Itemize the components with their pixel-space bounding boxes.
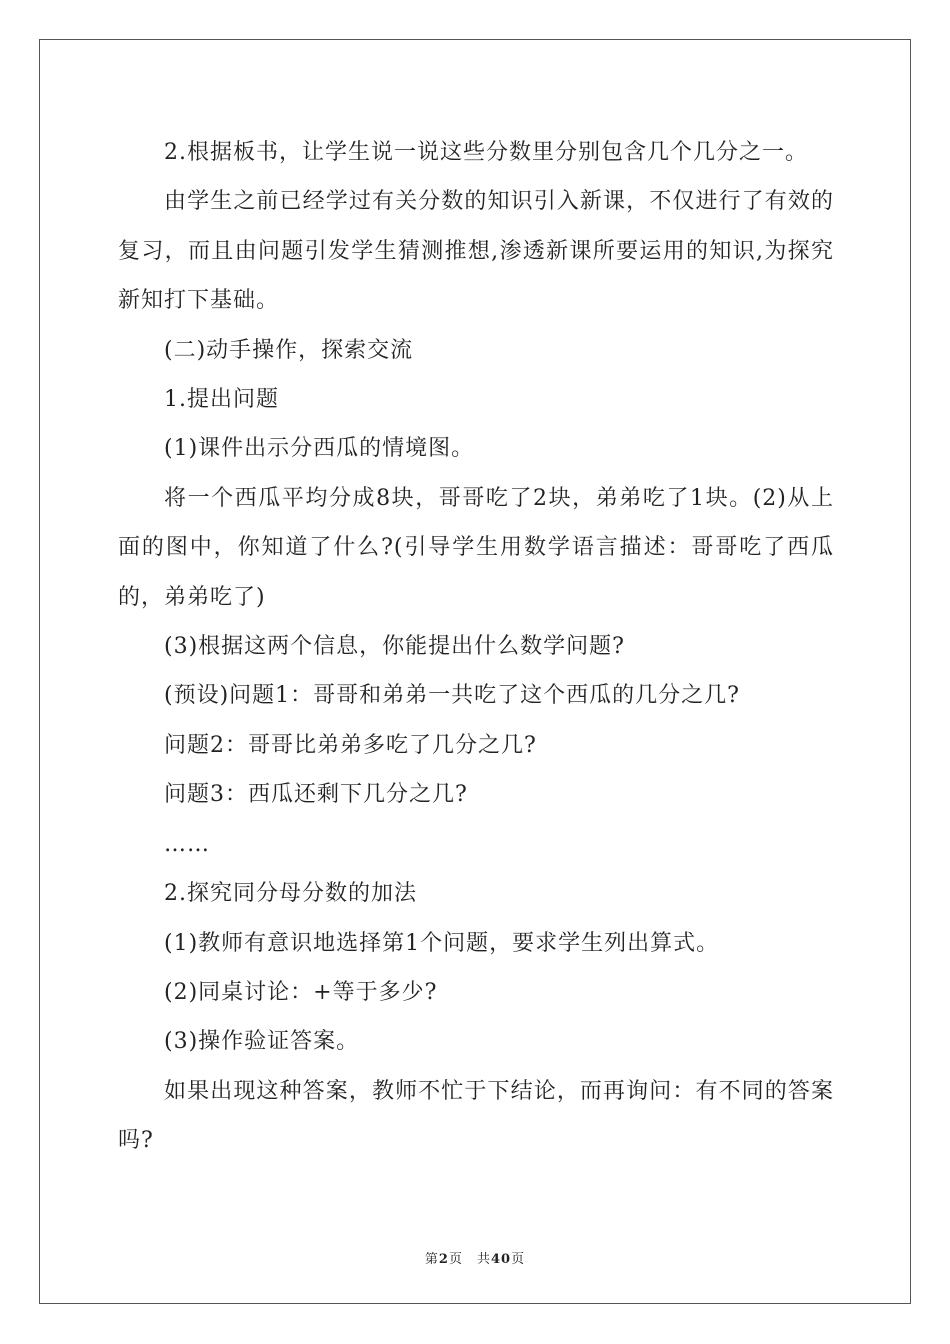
paragraph: 2.根据板书，让学生说一说这些分数里分别包含几个几分之一。 (164, 140, 808, 165)
paragraph: 问题3：西瓜还剩下几分之几? (164, 782, 468, 808)
paragraph: (3)根据这两个信息，你能提出什么数学问题? (164, 634, 625, 660)
paragraph: 问题2：哥哥比弟弟多吃了几分之几? (164, 732, 537, 758)
paragraph: (2)同桌讨论：+等于多少? (164, 979, 438, 1005)
total-suffix: 页 (511, 1252, 526, 1267)
page-suffix: 页 (448, 1252, 463, 1267)
page-footer (0, 1248, 950, 1267)
paragraph: 将一个西瓜平均分成8块，哥哥吃了2块，弟弟吃了1块。(2)从上面的图中，你知道了什么?(引导学生用数学语言描述：哥哥吃了西瓜的，弟弟吃了) (118, 485, 834, 610)
section-heading: (二)动手操作，探索交流 (164, 337, 414, 363)
paragraph: (1)教师有意识地选择第1个问题，要求学生列出算式。 (164, 930, 720, 956)
page-prefix: 第 (424, 1252, 439, 1267)
current-page-number: 2 (438, 1252, 449, 1267)
paragraph: 1.提出问题 (164, 387, 279, 413)
paragraph: 由学生之前已经学过有关分数的知识引入新课，不仅进行了有效的复习，而且由问题引发学生猜测推想,渗透新课所要运用的知识,为探究新知打下基础。 (118, 189, 834, 314)
total-prefix: 共 (476, 1252, 491, 1267)
paragraph: (预设)问题1：哥哥和弟弟一共吃了这个西瓜的几分之几? (164, 683, 740, 709)
total-page-number: 40 (490, 1252, 512, 1267)
paragraph: 如果出现这种答案，教师不忙于下结论，而再询问：有不同的答案吗? (118, 1078, 834, 1154)
ellipsis-line: …… (164, 831, 210, 857)
paragraph: (3)操作验证答案。 (164, 1029, 360, 1055)
document-body (118, 128, 834, 1166)
paragraph: (1)课件出示分西瓜的情境图。 (164, 436, 475, 462)
paragraph: 2.探究同分母分数的加法 (164, 881, 417, 907)
